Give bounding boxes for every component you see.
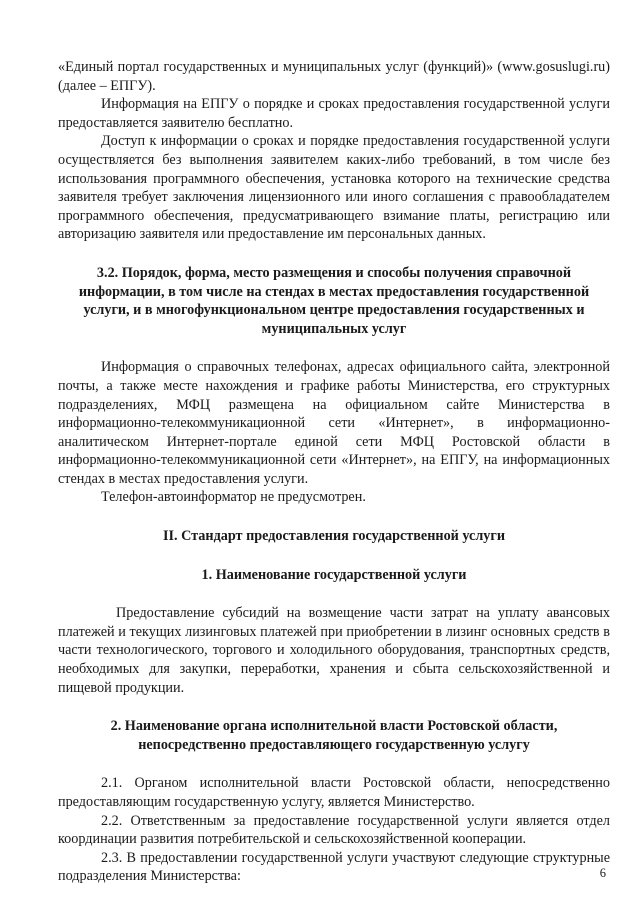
heading-authority-name: 2. Наименование органа исполнительной власти Ростовской области, непосредственно предоставляющего государственную услугу	[110, 718, 558, 753]
paragraph-info-access: Доступ к информации о сроках и порядке предоставления государственной услуги осуществляется без выполнения заявителем каких-либо требований, в том числе без использования программного обеспечения, установка которого на технические средства заявителя требует заключения лицензионного или иного соглашения с правообладателем программного обеспечения, предусматривающего взимание платы, регистрацию или авторизацию заявителя или предоставление им персональных данных.	[58, 133, 610, 243]
page-number: 6	[599, 866, 606, 880]
page-content	[58, 58, 610, 886]
paragraph-contact-info: Информация о справочных телефонах, адресах официального сайта, электронной почты, а также месте нахождения и графике работы Министерства, его структурных подразделениях, МФЦ размещена на официальном сайте Министерства в информационно-телекоммуникационной сети «Интернет», в информационно-аналитическом Интернет-портале единой сети МФЦ Ростовской области в информационно-телекоммуникационной сети «Интернет», на ЕПГУ, на информационных стендах в местах предоставления услуги.	[58, 359, 610, 487]
paragraph-2-1: 2.1. Органом исполнительной власти Ростовской области, непосредственно предоставляющим государственную услугу, является Министерство.	[58, 775, 610, 810]
paragraph-epgu-free-info: Информация на ЕПГУ о порядке и сроках предоставления государственной услуги предоставляется заявителю бесплатно.	[58, 96, 610, 131]
paragraph-epgu-name: «Единый портал государственных и муниципальных услуг (функций)» (www.gosuslugi.ru) (далее – ЕПГУ).	[58, 59, 610, 94]
heading-section-3-2: 3.2. Порядок, форма, место размещения и способы получения справочной информации, в том числе на стендах в местах предоставления государственной услуги, и в многофункциональном центре предоставления государственных и муниципальных услуг	[78, 264, 590, 337]
heading-section-ii: II. Стандарт предоставления государственной услуги	[162, 528, 506, 545]
paragraph-2-3: 2.3. В предоставлении государственной услуги участвуют следующие структурные подразделения Министерства:	[58, 849, 610, 885]
paragraph-autoinformer: Телефон-автоинформатор не предусмотрен.	[101, 489, 366, 506]
heading-service-name: 1. Наименование государственной услуги	[201, 566, 467, 583]
paragraph-service-description: Предоставление субсидий на возмещение части затрат на уплату авансовых платежей и текущих лизинговых платежей при приобретении в лизинг основных средств в части технологического, торгового и холодильного оборудования, транспортных средств, необходимых для закупки, переработки, хранения и сбыта сельскохозяйственной и пищевой продукции.	[58, 605, 610, 696]
paragraph-2-2: 2.2. Ответственным за предоставление государственной услуги является отдел координации развития потребительской и сельскохозяйственной кооперации.	[58, 812, 610, 848]
